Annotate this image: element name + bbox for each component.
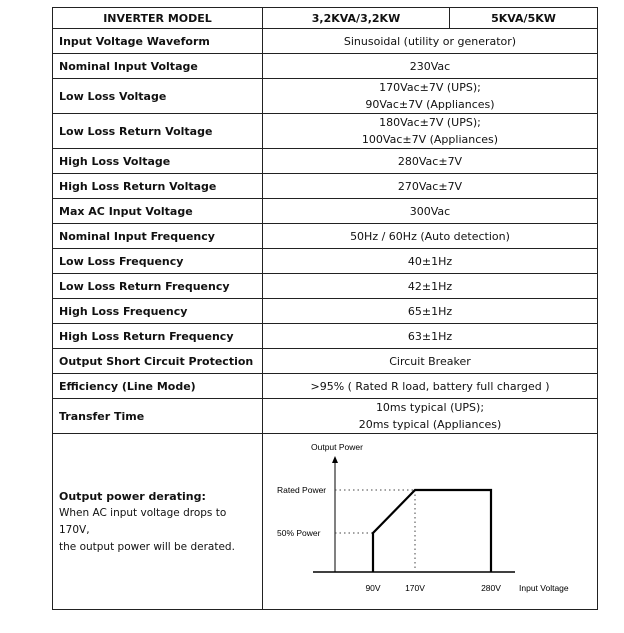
row-value-line: Circuit Breaker (389, 354, 471, 368)
header-3kva: 3,2KVA/3,2KW (263, 8, 450, 29)
row-value-line: 10ms typical (UPS); (375, 401, 485, 414)
row-value (263, 199, 598, 224)
table-row (53, 224, 598, 249)
x-axis-label: Input Voltage (519, 583, 569, 593)
y-tick-label: Rated Power (277, 485, 327, 495)
row-value (263, 29, 598, 54)
table-row (53, 199, 598, 224)
y-tick-label: 50% Power (277, 528, 321, 538)
derating-curve (373, 490, 491, 572)
spec-table (52, 7, 598, 610)
row-label: Low Loss Return Frequency (53, 274, 263, 299)
row-value (263, 299, 598, 324)
row-label: Nominal Input Voltage (53, 54, 263, 79)
x-tick-label: 280V (481, 583, 501, 593)
row-value (263, 249, 598, 274)
table-row (53, 174, 598, 199)
table-row (53, 399, 598, 434)
table-row (53, 299, 598, 324)
row-value-line: 230Vac (409, 59, 451, 73)
row-value-line: 180Vac±7V (UPS); (379, 116, 481, 129)
table-row (53, 349, 598, 374)
derating-chart (263, 434, 596, 604)
row-label: Low Loss Voltage (53, 79, 263, 114)
row-value-line: 63±1Hz (407, 329, 453, 343)
derating-desc-1: When AC input voltage drops to 170V, (59, 506, 227, 536)
y-axis-arrow-icon (332, 456, 338, 463)
row-value-line: 270Vac±7V (397, 179, 463, 193)
table-row (53, 374, 598, 399)
table-header-row (53, 8, 598, 29)
row-label: Low Loss Frequency (53, 249, 263, 274)
row-value-line: 65±1Hz (407, 304, 453, 318)
row-value-line: 40±1Hz (407, 254, 453, 268)
row-label: Input Voltage Waveform (53, 29, 263, 54)
row-value (263, 174, 598, 199)
x-tick-label: 90V (365, 583, 381, 593)
row-label: Low Loss Return Voltage (53, 114, 263, 149)
row-value (263, 149, 598, 174)
row-value-line: 300Vac (409, 204, 451, 218)
derating-row (53, 434, 598, 610)
derating-caption (53, 434, 263, 610)
row-value (263, 324, 598, 349)
row-value-line: 50Hz / 60Hz (Auto detection) (350, 229, 510, 243)
table-row (53, 29, 598, 54)
table-row (53, 274, 598, 299)
row-value (263, 399, 598, 434)
row-value (263, 79, 598, 114)
table-row (53, 79, 598, 114)
row-value (263, 54, 598, 79)
x-tick-label: 170V (405, 583, 425, 593)
row-value (263, 274, 598, 299)
table-row (53, 114, 598, 149)
row-value-line: 90Vac±7V (Appliances) (365, 98, 495, 111)
row-value (263, 374, 598, 399)
derating-desc-2: the output power will be derated. (59, 540, 235, 553)
row-label: Output Short Circuit Protection (53, 349, 263, 374)
row-value (263, 224, 598, 249)
table-row (53, 249, 598, 274)
header-5kva: 5KVA/5KW (450, 8, 598, 29)
header-model: INVERTER MODEL (53, 8, 263, 29)
row-label: High Loss Return Frequency (53, 324, 263, 349)
row-value-line: Sinusoidal (utility or generator) (343, 34, 517, 48)
y-axis-label: Output Power (311, 442, 363, 452)
row-label: Transfer Time (53, 399, 263, 434)
row-value (263, 114, 598, 149)
row-value-line: 20ms typical (Appliances) (358, 418, 502, 431)
row-value-line: 280Vac±7V (397, 154, 463, 168)
derating-title: Output power derating: (59, 489, 206, 503)
row-value-line: >95% ( Rated R load, battery full charged ) (310, 379, 550, 393)
row-value (263, 349, 598, 374)
row-label: Efficiency (Line Mode) (53, 374, 263, 399)
derating-chart-cell (263, 434, 598, 610)
row-value-line: 100Vac±7V (Appliances) (361, 133, 499, 146)
row-value-line: 170Vac±7V (UPS); (379, 81, 481, 94)
row-label: Nominal Input Frequency (53, 224, 263, 249)
row-label: Max AC Input Voltage (53, 199, 263, 224)
table-row (53, 149, 598, 174)
row-value-line: 42±1Hz (407, 279, 453, 293)
table-row (53, 324, 598, 349)
row-label: High Loss Voltage (53, 149, 263, 174)
table-row (53, 54, 598, 79)
row-label: High Loss Return Voltage (53, 174, 263, 199)
row-label: High Loss Frequency (53, 299, 263, 324)
